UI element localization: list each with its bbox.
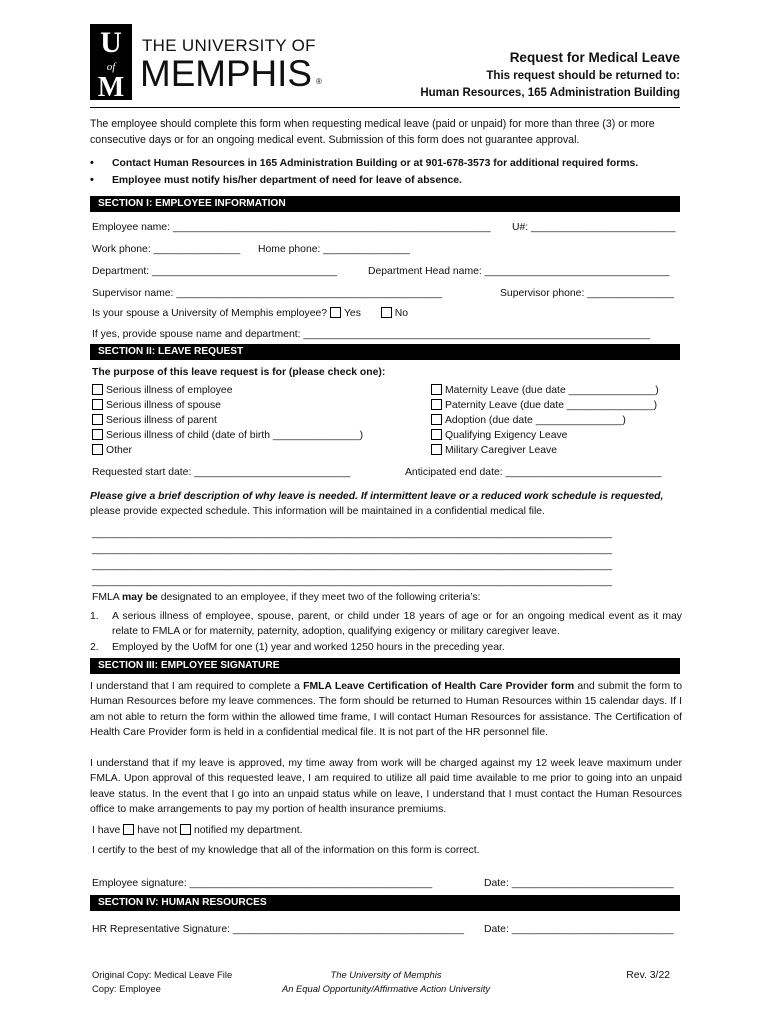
start-date-field[interactable]: Requested start date: ___________________________ xyxy=(92,467,351,478)
section-4-header: SECTION IV: HUMAN RESOURCES xyxy=(90,895,680,911)
bullet-item: • Employee must notify his/her department of need for leave of absence. xyxy=(90,173,690,190)
form-title: Request for Medical Leave xyxy=(509,50,680,65)
left-leave-options xyxy=(92,383,363,458)
checkbox[interactable] xyxy=(431,399,442,410)
option-military-caregiver[interactable]: Military Caregiver Leave xyxy=(431,443,659,458)
svg-text:MEMPHIS: MEMPHIS xyxy=(140,53,312,94)
checkbox[interactable] xyxy=(92,399,103,410)
instruction-bullets xyxy=(90,156,690,190)
supervisor-phone-field[interactable]: Supervisor phone: _______________ xyxy=(500,288,674,299)
certify-statement: I certify to the best of my knowledge that all of the information on this form is correct. xyxy=(92,845,480,856)
spouse-yes-checkbox[interactable] xyxy=(330,307,341,318)
certification-paragraph: I understand that I am required to complete a FMLA Leave Certification of Health Care Provider form and submit the form to Human Resources before my leave commences. The form should be returned to Human Resources within 15 calendar days. If I am not able to return the form within the allowed time frame, I will contact Human Resources for assistance. The Certification of Health Care Provider form is held in a confidential medical file. It is not part of the HR personnel file. xyxy=(90,681,683,739)
university-logo xyxy=(90,24,330,102)
checkbox[interactable] xyxy=(431,414,442,425)
criteria-item: 1. A serious illness of employee, spouse, parent, or child under 18 years of age or for an ongoing medical event as it may relate to FMLA or for maternity, paternity, adoption, qualifying exigency or military caregiver leave. xyxy=(90,611,682,638)
option-exigency[interactable]: Qualifying Exigency Leave xyxy=(431,428,659,443)
hr-signature-field[interactable]: HR Representative Signature: ________________________________________ xyxy=(92,924,465,935)
no-label: No xyxy=(394,308,408,319)
svg-text:THE UNIVERSITY OF: THE UNIVERSITY OF xyxy=(142,36,316,55)
spouse-question xyxy=(92,306,408,321)
home-phone-field[interactable]: Home phone: _______________ xyxy=(258,244,410,255)
option-paternity[interactable]: Paternity Leave (due date _______________) xyxy=(431,398,659,413)
notified-department-row: I have have not notified my department. xyxy=(92,825,303,836)
purpose-label: The purpose of this leave request is for (please check one): xyxy=(92,367,386,378)
checkbox[interactable] xyxy=(431,384,442,395)
end-date-field[interactable]: Anticipated end date: ___________________________ xyxy=(405,467,662,478)
svg-text:M: M xyxy=(97,72,125,102)
header-divider xyxy=(90,107,680,108)
return-instructions xyxy=(420,68,680,103)
yes-label: Yes xyxy=(343,308,361,319)
description-rest: please provide expected schedule. This information will be maintained in a confidential medical file. xyxy=(90,506,545,518)
right-leave-options xyxy=(431,383,659,458)
fmla-statement: FMLA may be designated to an employee, if they meet two of the following criteria’s: xyxy=(92,592,481,603)
description-line[interactable]: __________________________________________________________________________________________ xyxy=(92,544,613,555)
footer-revision: Rev. 3/22 xyxy=(626,970,670,981)
option-parent-illness[interactable]: Serious illness of parent xyxy=(92,413,363,428)
svg-text:®: ® xyxy=(316,77,322,86)
leave-charge-paragraph: I understand that if my leave is approved, my time away from work will be charged against my 12 week leave maximum under FMLA. Upon approval of this requested leave, I am required to utilize all paid time available to me prior to going into an unpaid leave status. In the event that I go into an unpaid status while on leave, I understand that I must contact the Human Resources office to make arrangements to pay my portion of health insurance premiums. xyxy=(90,758,682,816)
supervisor-name-field[interactable]: Supervisor name: ______________________________________________ xyxy=(92,288,443,299)
department-head-field[interactable]: Department Head name: ________________________________ xyxy=(368,266,670,277)
footer-copies: Original Copy: Medical Leave File Copy: Employee xyxy=(92,969,233,994)
checkbox[interactable] xyxy=(431,429,442,440)
employee-date-field[interactable]: Date: ____________________________ xyxy=(484,878,674,889)
bullet-item: • Contact Human Resources in 165 Administration Building or at 901-678-3573 for additional required forms. xyxy=(90,156,690,173)
section-1-header: SECTION I: EMPLOYEE INFORMATION xyxy=(90,196,680,212)
description-bold: Please give a brief description of why leave is needed. If intermittent leave or a reduced work schedule is requested, xyxy=(90,491,664,502)
spouse-question-label: Is your spouse a University of Memphis employee? xyxy=(92,308,328,319)
hr-date-field[interactable]: Date: ____________________________ xyxy=(484,924,674,935)
option-employee-illness[interactable]: Serious illness of employee xyxy=(92,383,363,398)
description-line[interactable]: __________________________________________________________________________________________ xyxy=(92,560,613,571)
return-line-1: This request should be returned to: xyxy=(486,70,680,82)
spouse-no-checkbox[interactable] xyxy=(381,307,392,318)
checkbox[interactable] xyxy=(92,384,103,395)
employee-name-field[interactable]: Employee name: _______________________________________________________ xyxy=(92,222,491,233)
option-other[interactable]: Other xyxy=(92,443,363,458)
description-line[interactable]: __________________________________________________________________________________________ xyxy=(92,576,613,587)
checkbox[interactable] xyxy=(431,444,442,455)
option-spouse-illness[interactable]: Serious illness of spouse xyxy=(92,398,363,413)
footer-university: The University of Memphis An Equal Opportunity/Affirmative Action University xyxy=(281,969,491,994)
checkbox[interactable] xyxy=(92,414,103,425)
checkbox[interactable] xyxy=(92,444,103,455)
description-instructions xyxy=(90,489,682,520)
department-field[interactable]: Department: ________________________________ xyxy=(92,266,337,277)
option-child-illness[interactable]: Serious illness of child (date of birth _______________) xyxy=(92,428,363,443)
employee-signature-field[interactable]: Employee signature: __________________________________________ xyxy=(92,878,433,889)
have-not-checkbox[interactable] xyxy=(180,824,191,835)
u-number-field[interactable]: U#: _________________________ xyxy=(512,222,676,233)
fmla-criteria-list xyxy=(90,609,682,655)
svg-text:U: U xyxy=(100,26,122,59)
intro-text: The employee should complete this form when requesting medical leave (paid or unpaid) for more than three (3) or more consecutive days or for an ongoing medical event. Submission of this form does not guarantee approval. xyxy=(90,118,655,146)
option-maternity[interactable]: Maternity Leave (due date _______________) xyxy=(431,383,659,398)
section-2-header: SECTION II: LEAVE REQUEST xyxy=(90,344,680,360)
um-logo-mark xyxy=(90,24,330,102)
have-checkbox[interactable] xyxy=(123,824,134,835)
option-adoption[interactable]: Adoption (due date _______________) xyxy=(431,413,659,428)
description-line[interactable]: __________________________________________________________________________________________ xyxy=(92,528,613,539)
work-phone-field[interactable]: Work phone: _______________ xyxy=(92,244,241,255)
section-3-header: SECTION III: EMPLOYEE SIGNATURE xyxy=(90,658,680,674)
checkbox[interactable] xyxy=(92,429,103,440)
svg-text:of: of xyxy=(106,61,116,73)
spouse-info-field[interactable]: If yes, provide spouse name and department: ____________________________________________________________ xyxy=(92,329,651,340)
return-line-2: Human Resources, 165 Administration Building xyxy=(420,87,680,100)
criteria-item: 2. Employed by the UofM for one (1) year and worked 1250 hours in the preceding year. xyxy=(90,641,505,653)
